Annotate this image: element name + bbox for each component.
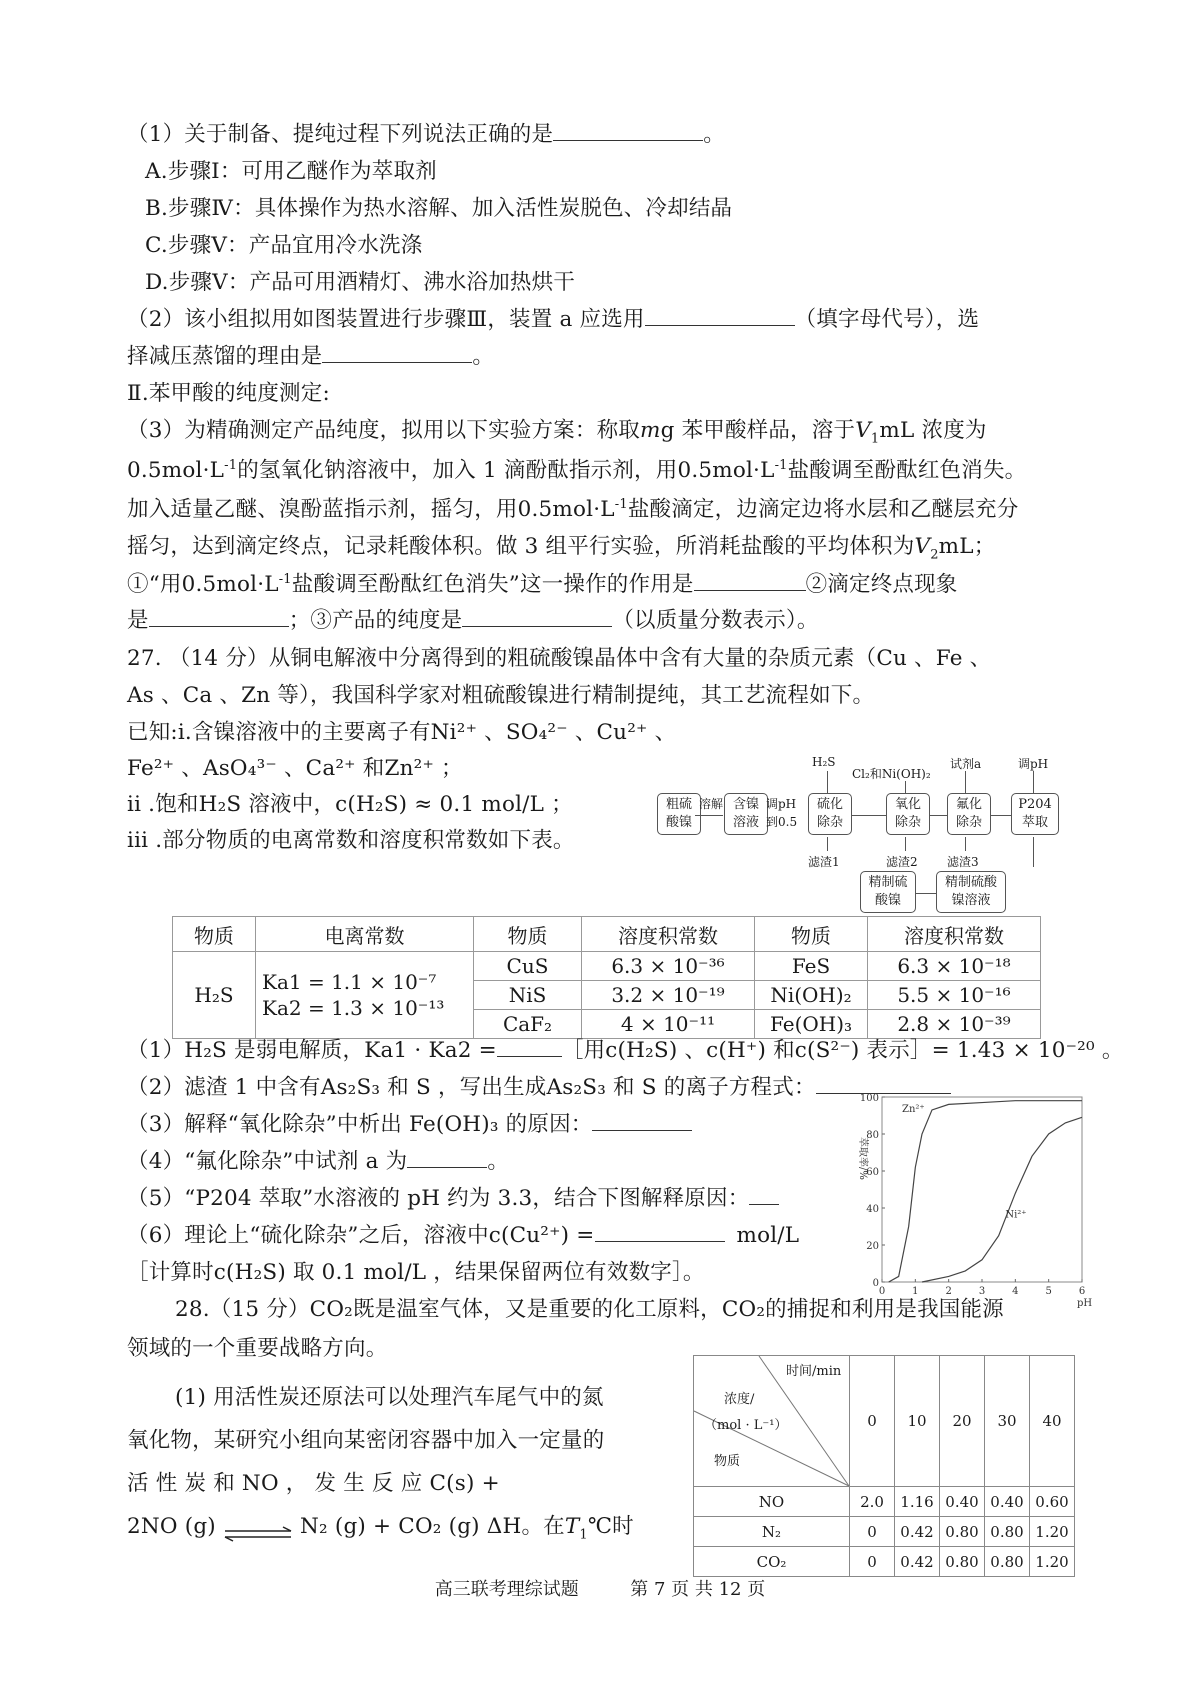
exponent: -1 bbox=[774, 457, 788, 473]
box-refined-solution bbox=[936, 871, 1006, 913]
q26-part3-line2 bbox=[127, 456, 1026, 486]
q26-part3-l5-head: ①“用 bbox=[127, 572, 182, 597]
time-header: 30 bbox=[985, 1356, 1030, 1487]
reactant-no: 2NO (g) bbox=[127, 1514, 216, 1539]
q26-part3-tail: mL 浓度为 bbox=[879, 418, 987, 443]
q26-part3-mid: 的氢氧化钠溶液中，加入 1 滴酚酞指示剂，用 bbox=[237, 458, 678, 483]
y-tick-label: 60 bbox=[866, 1167, 879, 1178]
series-label: Zn²⁺ bbox=[902, 1103, 925, 1115]
q27-sub5 bbox=[127, 1184, 779, 1214]
time-header: 20 bbox=[940, 1356, 985, 1487]
section-heading: Ⅱ.苯甲酸的纯度测定: bbox=[127, 381, 330, 406]
box-crude-nickel-sulfate bbox=[657, 793, 701, 835]
y-tick-label: 80 bbox=[866, 1130, 879, 1141]
q26-part3-l5-tail: ②滴定终点现象 bbox=[805, 572, 958, 597]
arrow-left bbox=[916, 893, 936, 894]
x-tick-label: 3 bbox=[978, 1286, 986, 1297]
q28-intro-line2: 领域的一个重要战略方向。 bbox=[127, 1336, 388, 1361]
table-cell: 0.42 bbox=[895, 1517, 940, 1547]
q27-sub2-text: （2）滤渣 1 中含有As₂S₃ 和 S ，写出生成As₂S₃ 和 S 的离子方程式： bbox=[127, 1075, 816, 1100]
q27-sub6-unit: mol/L bbox=[736, 1223, 800, 1248]
table-header-row bbox=[173, 917, 1041, 952]
x-tick-label: 5 bbox=[1045, 1286, 1052, 1297]
table-row bbox=[173, 952, 1041, 981]
table-cell: CaF₂ bbox=[474, 1010, 582, 1039]
table-cell: 5.5 × 10⁻¹⁶ bbox=[868, 981, 1041, 1010]
table-cell: 0.80 bbox=[985, 1547, 1030, 1577]
q28-part1-line3: 活 性 炭 和 NO ， 发 生 反 应 C(s) + bbox=[127, 1471, 500, 1496]
exponent: -1 bbox=[614, 496, 628, 512]
q27-sub2 bbox=[127, 1073, 951, 1103]
constants-table bbox=[172, 916, 1041, 1039]
reagent-adjust-ph: 调pH bbox=[1018, 757, 1049, 771]
q26-part3-line3 bbox=[127, 495, 1018, 525]
option-d: D.步骤Ⅴ：产品可用酒精灯、沸水浴加热烘干 bbox=[145, 270, 576, 295]
answer-blank bbox=[749, 1184, 779, 1205]
table-cell: NiS bbox=[474, 981, 582, 1010]
table-row bbox=[694, 1547, 1075, 1577]
q26-part2-text: （2）该小组拟用如图装置进行步骤Ⅲ，装置 a 应选用 bbox=[127, 307, 645, 332]
q28-intro-line1: 28.（15 分）CO₂既是温室气体，又是重要的化工原料，CO₂的捕捉和利用是我国能源 bbox=[175, 1297, 1004, 1322]
table-cell: 0.40 bbox=[940, 1487, 985, 1517]
box-fluoride-removal bbox=[947, 793, 991, 835]
q26-part1-end: 。 bbox=[703, 122, 725, 147]
temperature-unit: ℃时 bbox=[587, 1514, 634, 1539]
y-tick-label: 20 bbox=[866, 1241, 879, 1252]
arrow-label-dissolve: 溶解 bbox=[699, 797, 724, 811]
concentration: 0.5mol·L bbox=[517, 497, 615, 522]
q26-part3-line5 bbox=[127, 570, 958, 600]
q27-sub1-head: （1）H₂S 是弱电解质，Ka1 · Ka2 = bbox=[127, 1038, 497, 1063]
exam-title: 高三联考理综试题 bbox=[434, 1579, 579, 1600]
answer-blank bbox=[595, 1221, 725, 1242]
table-cell: 6.3 × 10⁻¹⁸ bbox=[868, 952, 1041, 981]
q26-part3-end: 盐酸调至酚酞红色消失。 bbox=[787, 458, 1027, 483]
table-cell: 6.3 × 10⁻³⁶ bbox=[582, 952, 755, 981]
header-cell: 物质 bbox=[474, 917, 582, 952]
table-cell: 0.80 bbox=[940, 1547, 985, 1577]
q26-part3-line4 bbox=[127, 532, 995, 562]
q26-part3-l3-tail: 盐酸滴定，边滴定边将水层和乙醚层充分 bbox=[627, 497, 1019, 522]
table-cell: 4 × 10⁻¹¹ bbox=[582, 1010, 755, 1039]
q27-sub6-note: ［计算时c(H₂S) 取 0.1 mol/L ，结果保留两位有效数字］。 bbox=[127, 1260, 705, 1285]
corner-time-label: 时间/min bbox=[786, 1364, 842, 1379]
extraction-chart bbox=[852, 1085, 1093, 1309]
box-label: 粗硫 酸镍 bbox=[665, 797, 692, 830]
box-label: 含镍 溶液 bbox=[732, 797, 759, 830]
extraction-chart-svg bbox=[852, 1085, 1093, 1309]
q27-intro-line2: As 、Ca 、Zn 等），我国科学家对粗硫酸镍进行精制提纯，其工艺流程如下。 bbox=[127, 683, 875, 708]
arrow-down bbox=[965, 771, 966, 793]
arrow-right bbox=[930, 815, 947, 816]
answer-blank bbox=[322, 342, 472, 363]
header-cell: 物质 bbox=[173, 917, 256, 952]
q26-part3-l6-tail: （以质量分数表示）。 bbox=[612, 608, 819, 633]
equilibrium-arrow-icon bbox=[223, 1520, 293, 1534]
q26-part3-sample: g 苯甲酸样品，溶于 bbox=[660, 418, 856, 443]
table-header-row bbox=[694, 1356, 1075, 1487]
substance-cell: N₂ bbox=[694, 1517, 850, 1547]
ka-cell bbox=[256, 952, 474, 1039]
residue-1: 滤渣1 bbox=[808, 855, 840, 869]
table-cell: 2.8 × 10⁻³⁹ bbox=[868, 1010, 1041, 1039]
plot-frame bbox=[882, 1097, 1082, 1282]
residue-3: 滤渣3 bbox=[947, 855, 979, 869]
table-cell: 0 bbox=[850, 1547, 895, 1577]
option-a: A.步骤Ⅰ：可用乙醚作为萃取剂 bbox=[145, 159, 437, 184]
arrow-down bbox=[827, 837, 828, 851]
answer-blank bbox=[149, 606, 289, 627]
answer-blank bbox=[694, 570, 806, 591]
arrow-right bbox=[695, 815, 723, 816]
table-cell: 0.40 bbox=[985, 1487, 1030, 1517]
products: N₂ (g) + CO₂ (g) ΔH。在 bbox=[300, 1514, 565, 1539]
q26-part2-cont-text: 择减压蒸馏的理由是 bbox=[127, 344, 323, 369]
q26-part3-l3-head: 加入适量乙醚、溴酚蓝指示剂，摇匀，用 bbox=[127, 497, 518, 522]
q26-part1 bbox=[127, 120, 725, 150]
answer-blank bbox=[645, 305, 795, 326]
series-line-1 bbox=[922, 1117, 1082, 1282]
answer-blank bbox=[553, 120, 703, 141]
corner-unit-label: （mol · L⁻¹） bbox=[704, 1418, 788, 1433]
q27-known-1: 已知:i.含镍溶液中的主要离子有Ni²⁺ 、SO₄²⁻ 、Cu²⁺ 、 bbox=[127, 720, 677, 745]
q27-sub5-text: （5）“P204 萃取”水溶液的 pH 约为 3.3，结合下图解释原因： bbox=[127, 1186, 750, 1211]
diagonal-header-cell bbox=[694, 1356, 850, 1487]
reagent-cl2-nioh2: Cl₂和Ni(OH)₂ bbox=[852, 767, 931, 781]
arrow-down bbox=[905, 837, 906, 851]
q27-sub3-text: （3）解释“氧化除杂”中析出 Fe(OH)₃ 的原因： bbox=[127, 1112, 593, 1137]
q28-part1-line1: (1) 用活性炭还原法可以处理汽车尾气中的氮 bbox=[175, 1385, 604, 1410]
table-row bbox=[694, 1487, 1075, 1517]
corner-conc-label: 浓度/ bbox=[724, 1392, 755, 1407]
q26-part2 bbox=[127, 305, 979, 335]
arrow-down bbox=[827, 771, 828, 793]
box-label: P204 萃取 bbox=[1018, 797, 1052, 830]
header-cell: 物质 bbox=[755, 917, 868, 952]
var-t: T bbox=[564, 1514, 580, 1539]
var-t-sub: 1 bbox=[579, 1527, 588, 1543]
table-row bbox=[694, 1517, 1075, 1547]
table-cell: Ni(OH)₂ bbox=[755, 981, 868, 1010]
header-cell: 溶度积常数 bbox=[868, 917, 1041, 952]
q26-part2-cont bbox=[127, 342, 494, 372]
option-c: C.步骤Ⅴ：产品宜用冷水洗涤 bbox=[145, 233, 423, 258]
header-cell: 电离常数 bbox=[256, 917, 474, 952]
y-tick-label: 0 bbox=[872, 1278, 879, 1289]
time-header: 0 bbox=[850, 1356, 895, 1487]
box-refined-nickel-sulfate bbox=[860, 871, 916, 913]
q27-known-4: iii .部分物质的电离常数和溶度积常数如下表。 bbox=[127, 828, 575, 853]
table-cell: Fe(OH)₃ bbox=[755, 1010, 868, 1039]
q27-intro-line1: 27. （14 分）从铜电解液中分离得到的粗硫酸镍晶体中含有大量的杂质元素（Cu 、Fe 、 bbox=[127, 646, 992, 671]
q27-known-2: Fe²⁺ 、AsO₄³⁻ 、Ca²⁺ 和Zn²⁺ ； bbox=[127, 756, 463, 781]
box-label: 精制硫 酸镍 bbox=[868, 875, 908, 908]
box-label: 氟化 除杂 bbox=[955, 797, 982, 830]
q27-sub4-end: 。 bbox=[487, 1149, 510, 1174]
table-cell: 1.20 bbox=[1030, 1517, 1075, 1547]
substance-cell: NO bbox=[694, 1487, 850, 1517]
table-cell: 1.20 bbox=[1030, 1547, 1075, 1577]
concentration: 0.5mol·L bbox=[127, 458, 225, 483]
table-cell: 0.80 bbox=[940, 1517, 985, 1547]
var-m: m bbox=[639, 418, 661, 443]
acid-cell: H₂S bbox=[173, 952, 256, 1039]
corner-substance-label: 物质 bbox=[714, 1454, 741, 1469]
q26-part2-tail: （填字母代号），选 bbox=[794, 307, 980, 332]
q27-sub6-head: （6）理论上“硫化除杂”之后，溶液中c(Cu²⁺) = bbox=[127, 1223, 595, 1248]
box-label: 精制硫酸 镍溶液 bbox=[944, 875, 997, 908]
exponent: -1 bbox=[278, 571, 292, 587]
q26-part3-l4-text: 摇匀，达到滴定终点，记录耗酸体积。做 3 组平行实验，所消耗盐酸的平均体积为 bbox=[127, 534, 915, 559]
table-cell: FeS bbox=[755, 952, 868, 981]
table-cell: CuS bbox=[474, 952, 582, 981]
q27-sub1 bbox=[127, 1036, 1124, 1066]
time-header: 40 bbox=[1030, 1356, 1075, 1487]
x-tick-label: 6 bbox=[1078, 1286, 1086, 1297]
arrow-label-ph: 调pH 到0.5 bbox=[766, 797, 798, 829]
q27-sub4-text: （4）“氟化除杂”中试剂 a 为 bbox=[127, 1149, 408, 1174]
page-number: 第 7 页 共 12 页 bbox=[630, 1579, 766, 1600]
q26-part3-l5-mid: 盐酸调至酚酞红色消失”这一操作的作用是 bbox=[291, 572, 694, 597]
table-cell: 2.0 bbox=[850, 1487, 895, 1517]
table-cell: 0.80 bbox=[985, 1517, 1030, 1547]
q26-part3-l4-tail: mL； bbox=[938, 534, 996, 559]
var-v1-sub: 1 bbox=[870, 431, 880, 447]
box-nickel-solution bbox=[724, 793, 768, 835]
q26-part3-text: （3）为精确测定产品纯度，拟用以下实验方案：称取 bbox=[127, 418, 640, 443]
residue-2: 滤渣2 bbox=[886, 855, 918, 869]
time-header: 10 bbox=[895, 1356, 940, 1487]
box-p204-extraction bbox=[1011, 793, 1059, 835]
table-cell: 0.42 bbox=[895, 1547, 940, 1577]
arrow-right bbox=[991, 815, 1011, 816]
q26-part3-line1 bbox=[127, 416, 987, 446]
q27-known-3: ii .饱和H₂S 溶液中，c(H₂S) ≈ 0.1 mol/L ； bbox=[127, 792, 573, 817]
x-tick-label: 4 bbox=[1012, 1286, 1019, 1297]
box-label: 硫化 除杂 bbox=[816, 797, 843, 830]
x-axis-label: pH bbox=[1077, 1298, 1093, 1309]
header-cell: 溶度积常数 bbox=[582, 917, 755, 952]
answer-blank bbox=[462, 606, 612, 627]
ka2: Ka2 = 1.3 × 10⁻¹³ bbox=[262, 996, 445, 1020]
q27-sub6 bbox=[127, 1221, 799, 1251]
box-label: 氧化 除杂 bbox=[894, 797, 921, 830]
box-sulfide-removal bbox=[808, 793, 852, 835]
arrow-down bbox=[965, 837, 966, 851]
y-axis-label: 萃取率/% bbox=[857, 1137, 868, 1180]
y-tick-label: 40 bbox=[866, 1204, 879, 1215]
concentration: 0.5mol·L bbox=[677, 458, 775, 483]
option-b: B.步骤Ⅳ：具体操作为热水溶解、加入活性炭脱色、冷却结晶 bbox=[145, 196, 733, 221]
arrow-down bbox=[1033, 837, 1034, 867]
table-cell: 3.2 × 10⁻¹⁹ bbox=[582, 981, 755, 1010]
series-label: Ni²⁺ bbox=[1005, 1209, 1027, 1221]
answer-blank bbox=[497, 1036, 562, 1057]
answer-blank bbox=[407, 1147, 487, 1168]
q28-part1-line4 bbox=[127, 1512, 634, 1542]
table-cell: 0 bbox=[850, 1517, 895, 1547]
answer-blank bbox=[592, 1110, 692, 1131]
table-cell: 0.60 bbox=[1030, 1487, 1075, 1517]
q26-part2-cont-end: 。 bbox=[472, 344, 495, 369]
table-cell: 1.16 bbox=[895, 1487, 940, 1517]
var-v1: V bbox=[855, 418, 871, 443]
y-tick-label: 100 bbox=[859, 1093, 879, 1104]
reagent-a: 试剂a bbox=[950, 757, 982, 771]
page-footer bbox=[0, 1575, 1200, 1601]
q26-part3-l6-mid: ；③产品的纯度是 bbox=[288, 608, 463, 633]
arrow-down bbox=[905, 781, 906, 793]
q27-sub4 bbox=[127, 1147, 509, 1177]
concentration: 0.5mol·L bbox=[181, 572, 279, 597]
q28-part1-line2: 氧化物，某研究小组向某密闭容器中加入一定量的 bbox=[127, 1428, 605, 1453]
var-v2-sub: 2 bbox=[930, 547, 939, 563]
var-v2: V bbox=[914, 534, 931, 559]
exponent: -1 bbox=[224, 457, 238, 473]
x-tick-label: 1 bbox=[912, 1286, 919, 1297]
q27-sub3 bbox=[127, 1110, 692, 1140]
box-oxidation-removal bbox=[886, 793, 930, 835]
reagent-h2s: H₂S bbox=[812, 755, 836, 769]
ka1: Ka1 = 1.1 × 10⁻⁷ bbox=[262, 970, 437, 994]
substance-cell: CO₂ bbox=[694, 1547, 850, 1577]
q26-part3-l6-head: 是 bbox=[127, 608, 149, 633]
concentration-table bbox=[693, 1355, 1075, 1577]
arrow-down bbox=[1033, 771, 1034, 793]
q26-part1-text: （1）关于制备、提纯过程下列说法正确的是 bbox=[127, 122, 554, 147]
arrow-right bbox=[852, 815, 886, 816]
x-tick-label: 2 bbox=[945, 1286, 952, 1297]
x-tick-label: 0 bbox=[878, 1286, 886, 1297]
q27-sub1-tail: ［用c(H₂S) 、c(H⁺) 和c(S²⁻) 表示］= 1.43 × 10⁻²⁰ 。 bbox=[561, 1038, 1124, 1063]
process-flow-diagram bbox=[665, 755, 1090, 915]
q26-part3-line6 bbox=[127, 606, 819, 636]
